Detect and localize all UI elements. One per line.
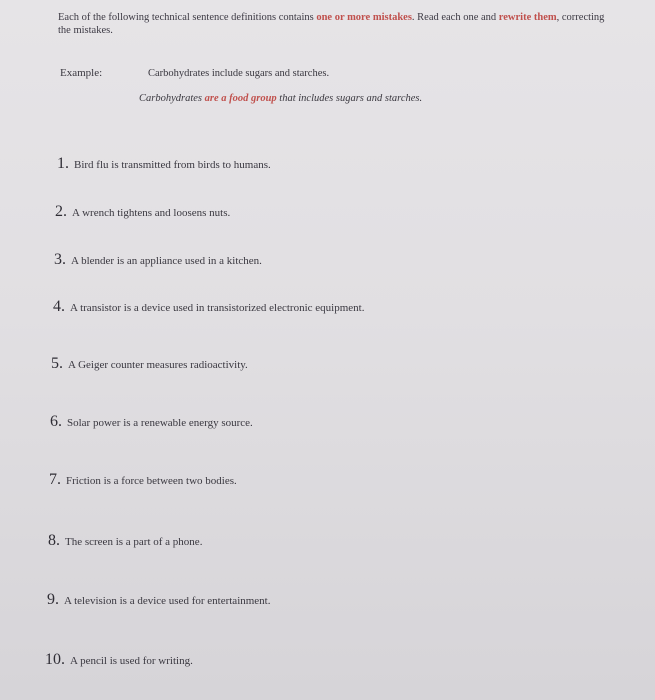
list-item [51, 355, 248, 373]
item-text: A blender is an appliance used in a kitchen. [71, 255, 262, 267]
list-item [50, 413, 253, 431]
item-number: 1. [57, 155, 69, 172]
list-item [57, 155, 271, 173]
instructions-highlight-mistakes: one or more mistakes [316, 12, 412, 23]
instructions [58, 11, 618, 37]
example-corrected-highlight: are a food group [204, 93, 277, 104]
instructions-text-2: . Read each one and [411, 12, 499, 23]
item-text: Bird flu is transmitted from birds to humans. [74, 159, 271, 171]
item-number: 5. [51, 355, 63, 372]
item-number: 2. [55, 203, 67, 220]
item-number: 10. [45, 651, 65, 668]
item-number: 9. [47, 591, 59, 608]
item-number: 7. [49, 471, 61, 488]
item-number: 8. [48, 532, 60, 549]
list-item [45, 651, 193, 669]
item-text: A transistor is a device used in transistorized electronic equipment. [70, 302, 365, 314]
instructions-highlight-rewrite: rewrite them [498, 12, 557, 23]
list-item [54, 251, 262, 269]
item-text: Solar power is a renewable energy source. [67, 417, 253, 429]
list-item [49, 471, 237, 489]
list-item [48, 532, 202, 550]
item-text: A wrench tightens and loosens nuts. [72, 207, 231, 219]
list-item [55, 203, 230, 221]
list-item [47, 591, 271, 609]
instructions-text-1: Each of the following technical sentence definitions contains [58, 12, 317, 23]
item-text: The screen is a part of a phone. [65, 536, 203, 548]
item-number: 4. [53, 298, 65, 315]
example-corrected [139, 93, 422, 104]
item-text: A television is a device used for entertainment. [64, 595, 271, 607]
instructions-text-3: , correcting the mistakes. [58, 12, 605, 36]
example-label: Example: [60, 67, 103, 79]
example-original: Carbohydrates include sugars and starches. [148, 68, 330, 79]
item-number: 6. [50, 413, 62, 430]
item-text: A pencil is used for writing. [70, 655, 193, 667]
list-item [53, 298, 364, 316]
item-text: A Geiger counter measures radioactivity. [68, 359, 248, 371]
example-corrected-end: that includes sugars and starches. [276, 93, 423, 104]
item-number: 3. [54, 251, 66, 268]
item-text: Friction is a force between two bodies. [66, 475, 237, 487]
example-corrected-start: Carbohydrates [139, 93, 205, 104]
